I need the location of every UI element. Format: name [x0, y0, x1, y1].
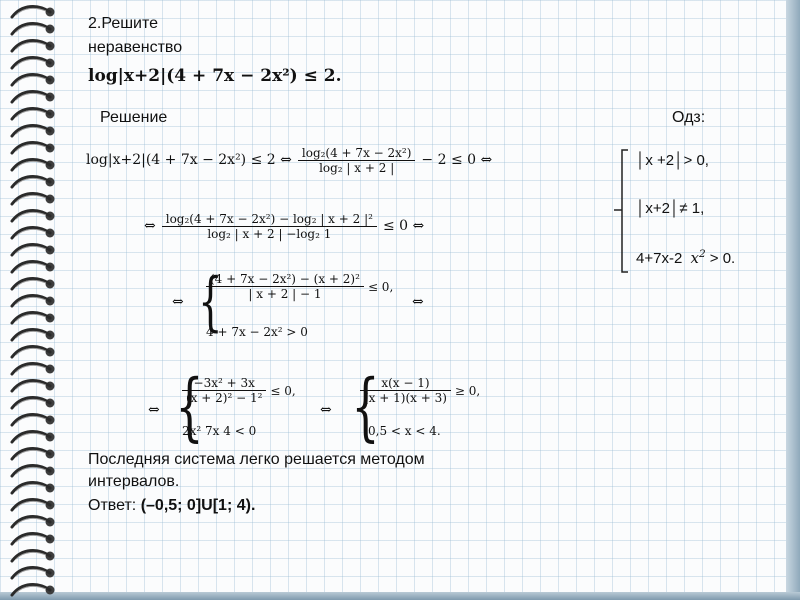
- conclusion-line2: интервалов.: [88, 473, 180, 490]
- answer: [88, 496, 255, 516]
- odz-line2: │x+2│≠ 1,: [636, 200, 705, 217]
- bottom-edge-bar: [0, 592, 800, 600]
- binding-coil: [12, 194, 55, 204]
- spiral-binding: [0, 0, 60, 600]
- binding-coil: [12, 568, 55, 578]
- task-subtitle: неравенство: [88, 39, 183, 56]
- step1-equation: [86, 140, 492, 180]
- binding-coil: [12, 228, 55, 238]
- binding-coil: [12, 296, 55, 306]
- binding-coil: [12, 449, 55, 459]
- odz-bracket: [612, 148, 632, 274]
- answer-value: (–0,5; 0]U[1; 4).: [140, 497, 256, 514]
- step1-lhs: log|x+2|(4 + 7x − 2x²) ≤ 2 ⇔: [86, 152, 292, 168]
- binding-coil: [12, 41, 55, 51]
- binding-coil: [12, 398, 55, 408]
- step4-relation: ≤ 0,: [270, 383, 296, 398]
- step4-fraction: [182, 376, 266, 405]
- binding-coil: [12, 262, 55, 272]
- step4-fraction2: [360, 376, 451, 405]
- step4-line2: 2x² 7x 4 < 0: [182, 424, 257, 438]
- step4-numerator2: x(x − 1): [360, 376, 451, 391]
- odz-line3-rel: > 0.: [705, 250, 736, 267]
- step4-denominator: (x + 2)² − 1²: [186, 391, 263, 405]
- answer-label: Ответ:: [88, 497, 141, 514]
- step1-fraction: [298, 146, 416, 175]
- step2-denominator: log₂ | x + 2 | −log₂ 1: [207, 226, 332, 241]
- binding-coil: [12, 24, 55, 34]
- step3-brace: {: [198, 265, 223, 339]
- step4-lead: ⇔: [148, 402, 160, 418]
- binding-coil: [12, 177, 55, 187]
- binding-coil: [12, 143, 55, 153]
- step4-line1: [182, 376, 296, 405]
- step4-denominator2: (x + 1)(x + 3): [364, 391, 447, 405]
- step2-rhs: ≤ 0 ⇔: [382, 218, 425, 234]
- step3-denominator: | x + 2 | − 1: [248, 287, 322, 301]
- step3-line2: 4 + 7x − 2x² > 0: [206, 325, 308, 339]
- binding-coil: [12, 7, 55, 17]
- step1-numerator: log₂(4 + 7x − 2x²): [298, 146, 416, 161]
- binding-coil: [12, 279, 55, 289]
- step3-fraction: [206, 272, 364, 301]
- binding-coil: [12, 381, 55, 391]
- step4-numerator: −3x² + 3x: [182, 376, 266, 391]
- binding-coil: [12, 75, 55, 85]
- odz-line1: │x +2│> 0,: [636, 152, 709, 169]
- step1-rhs: − 2 ≤ 0 ⇔: [421, 152, 493, 168]
- step2-lead: ⇔: [144, 218, 156, 234]
- step4-line1b: [360, 376, 480, 405]
- task-inequality: log|x+2|(4 + 7x − 2x²) ≤ 2.: [88, 66, 342, 86]
- binding-coil: [12, 415, 55, 425]
- odz-line3-variable: x: [690, 249, 699, 267]
- step3-numerator: (4 + 7x − 2x²) − (x + 2)²: [206, 272, 364, 287]
- binding-coil: [12, 534, 55, 544]
- binding-coil: [12, 483, 55, 493]
- step4-brace: {: [175, 364, 204, 450]
- binding-coil: [12, 347, 55, 357]
- step4-mid: ⇔: [320, 402, 332, 418]
- binding-coil: [12, 92, 55, 102]
- binding-coil: [12, 551, 55, 561]
- binding-coil: [12, 585, 55, 595]
- binding-coil: [12, 245, 55, 255]
- odz-line3: [636, 248, 735, 267]
- solution-label: Решение: [100, 109, 168, 126]
- binding-coil: [12, 126, 55, 136]
- step1-denominator: log₂ | x + 2 |: [319, 160, 395, 175]
- binding-coil: [12, 160, 55, 170]
- step3-lead: ⇔: [172, 294, 184, 310]
- binding-coil: [12, 500, 55, 510]
- binding-coil: [12, 109, 55, 119]
- step3-line1: [206, 272, 393, 301]
- odz-line3-text: 4+7x-2: [636, 250, 683, 267]
- conclusion-line1: Последняя система легко решается методом: [88, 451, 425, 468]
- odz-line3-exponent: 2: [698, 248, 706, 260]
- binding-coil: [12, 211, 55, 221]
- task-title: 2.Решите: [88, 15, 159, 32]
- right-edge-bar: [786, 0, 800, 600]
- step2-numerator: log₂(4 + 7x − 2x²) − log₂ | x + 2 |²: [162, 212, 377, 227]
- step4-line2b: 0,5 < x < 4.: [368, 424, 441, 438]
- step3-relation: ≤ 0,: [367, 279, 394, 294]
- binding-coil: [12, 466, 55, 476]
- odz-label: Одз:: [672, 109, 706, 126]
- step2-equation: [144, 206, 424, 246]
- binding-coil: [12, 364, 55, 374]
- binding-coil: [12, 517, 55, 527]
- binding-coil: [12, 330, 55, 340]
- binding-coil: [12, 432, 55, 442]
- binding-coil: [12, 58, 55, 68]
- binding-coil: [12, 313, 55, 323]
- step4-relation2: ≥ 0,: [454, 383, 481, 398]
- step4-brace2: {: [351, 364, 380, 450]
- step3-trail: ⇔: [412, 294, 424, 310]
- step2-fraction: [162, 212, 377, 241]
